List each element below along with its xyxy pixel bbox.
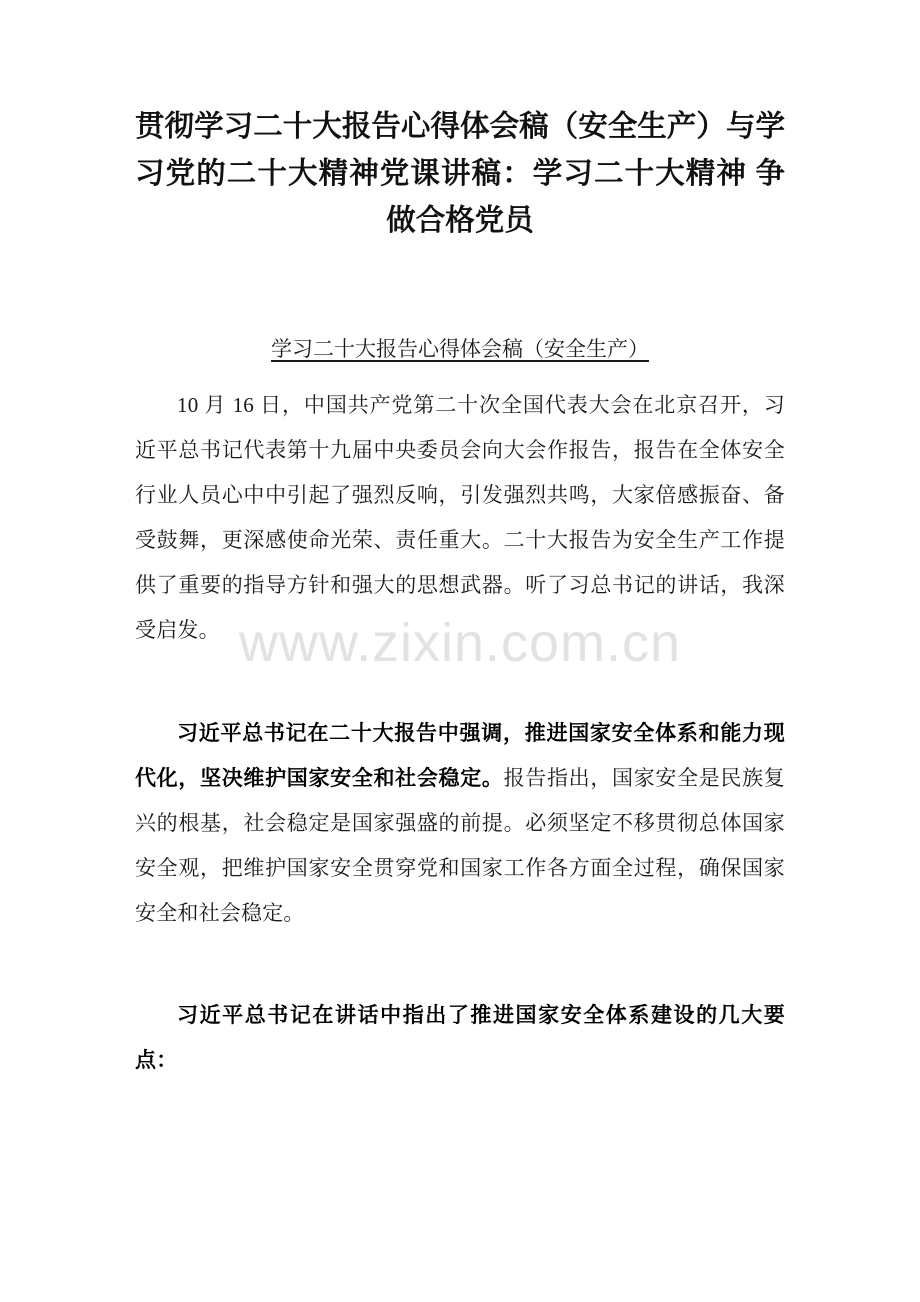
paragraph-bold-lead: 习近平总书记在二十大报告中强调，推进国家安全体系和能力现代化，坚决维护国家安全和社会稳定。 xyxy=(135,721,785,790)
paragraph-normal-rest: 报告指出，国家安全是民族复兴的根基，社会稳定是国家强盛的前提。必须坚定不移贯彻总体国家安全观，把维护国家安全贯穿党和国家工作各方面全过程，确保国家安全和社会稳定。 xyxy=(135,766,785,925)
section-heading-text: 学习二十大报告心得体会稿（安全生产） xyxy=(271,337,649,361)
paragraph-national-security xyxy=(135,711,785,936)
paragraph-key-points-lead: 习近平总书记在讲话中指出了推进国家安全体系建设的几大要点： xyxy=(135,1003,785,1072)
watermark-text: www.zixin.com.cn xyxy=(238,613,682,673)
section-heading xyxy=(135,245,785,365)
page-title: 贯彻学习二十大报告心得体会稿（安全生产）与学习党的二十大精神党课讲稿：学习二十大精神 争做合格党员 xyxy=(135,111,785,237)
paragraph-intro: 10 月 16 日，中国共产党第二十次全国代表大会在北京召开，习近平总书记代表第十九届中央委员会向大会作报告，报告在全体安全行业人员心中中引起了强烈反响，引发强烈共鸣，大家倍感振奋、备受鼓舞，更深感使命光荣、责任重大。二十大报告为安全生产工作提供了重要的指导方针和强大的思想武器。听了习总书记的讲话，我深受启发。 xyxy=(135,393,785,642)
